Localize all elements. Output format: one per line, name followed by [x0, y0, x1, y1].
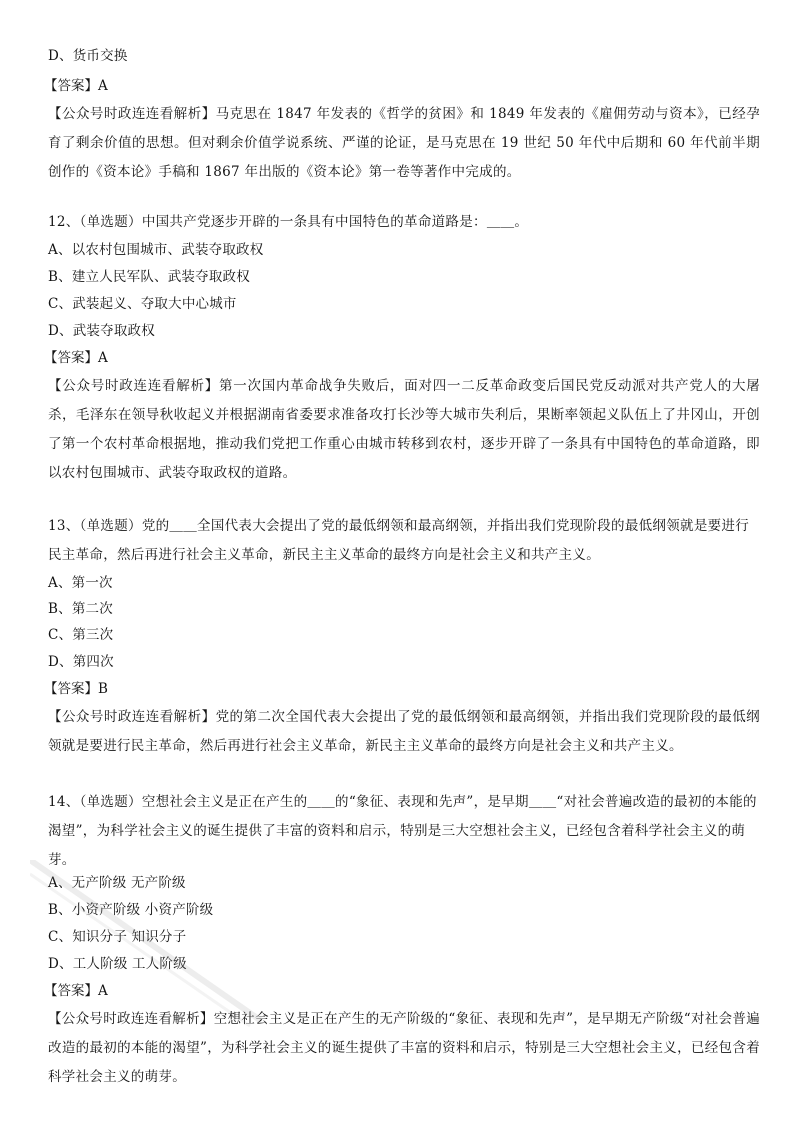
q14-option-d: D、工人阶级 工人阶级 [48, 956, 187, 972]
q12-stem: 12、（单选题）中国共产党逐步开辟的一条具有中国特色的革命道路是：＿＿。 [48, 214, 529, 230]
q13-stem: 13、（单选题）党的＿＿全国代表大会提出了党的最低纲领和最高纲领，并指出我们党现阶段的最低纲领就是要进行民主革命，然后再进行社会主义革命，新民主主义革命的最终方向是社会主义和共产主义。 [48, 518, 750, 563]
q12-option-b: B、建立人民军队、武装夺取政权 [48, 269, 250, 285]
q12-option-c: C、武装起义、夺取大中心城市 [48, 296, 237, 312]
q13-option-b: B、第二次 [48, 601, 113, 617]
q14-option-b: B、小资产阶级 小资产阶级 [48, 902, 214, 918]
q12-answer: 【答案】A [44, 350, 108, 366]
q13-option-c: C、第三次 [48, 627, 114, 643]
prev-option-d: D、货币交换 [48, 48, 128, 64]
q13-answer: 【答案】B [44, 681, 108, 697]
q14-option-a: A、无产阶级 无产阶级 [48, 875, 186, 891]
q14-answer: 【答案】A [44, 983, 108, 999]
watermark-stamp [30, 860, 270, 1030]
q14-explanation: 【公众号时政连连看解析】空想社会主义是正在产生的无产阶级的“象征、表现和先声”，是早期无产阶级“对社会普遍改造的最初的本能的渴望”，为科学社会主义的诞生提供了丰富的资料和启示，特别是三大空想社会主义，已经包含着科学社会主义的萌芽。 [48, 1011, 760, 1085]
q12-option-a: A、以农村包围城市、武装夺取政权 [48, 242, 264, 258]
q12-explanation: 【公众号时政连连看解析】第一次国内革命战争失败后，面对四一二反革命政变后国民党反动派对共产党人的大屠杀，毛泽东在领导秋收起义并根据湖南省委要求准备攻打长沙等大城市失利后，果断率领起义队伍上了井冈山，开创了第一个农村革命根据地，推动我们党把工作重心由城市转移到农村，逐步开辟了一条具有中国特色的革命道路，即以农村包围城市、武装夺取政权的道路。 [48, 378, 760, 481]
prev-explanation: 【公众号时政连连看解析】马克思在 1847 年发表的《哲学的贫困》和 1849 年发表的《雇佣劳动与资本》，已经孕育了剩余价值的思想。但对剩余价值学说系统、严谨的论证，是马克思在 19 世纪 50 年代中后期和 60 年代前半期创作的《资本论》手稿和 1867 年出版的《资本论》第一卷等著作中完成的。 [48, 106, 760, 180]
q14-stem: 14、（单选题）空想社会主义是正在产生的＿＿的“象征、表现和先声”，是早期＿＿“对社会普遍改造的最初的本能的渴望”，为科学社会主义的诞生提供了丰富的资料和启示，特别是三大空想社会主义，已经包含着科学社会主义的萌芽。 [48, 794, 757, 868]
prev-answer: 【答案】A [44, 78, 108, 94]
q13-option-a: A、第一次 [48, 575, 113, 591]
q13-explanation: 【公众号时政连连看解析】党的第二次全国代表大会提出了党的最低纲领和最高纲领，并指出我们党现阶段的最低纲领就是要进行民主革命，然后再进行社会主义革命，新民主主义革命的最终方向是社会主义和共产主义。 [48, 709, 760, 754]
q13-option-d: D、第四次 [48, 654, 114, 670]
q12-option-d: D、武装夺取政权 [48, 323, 155, 339]
q14-option-c: C、知识分子 知识分子 [48, 929, 187, 945]
